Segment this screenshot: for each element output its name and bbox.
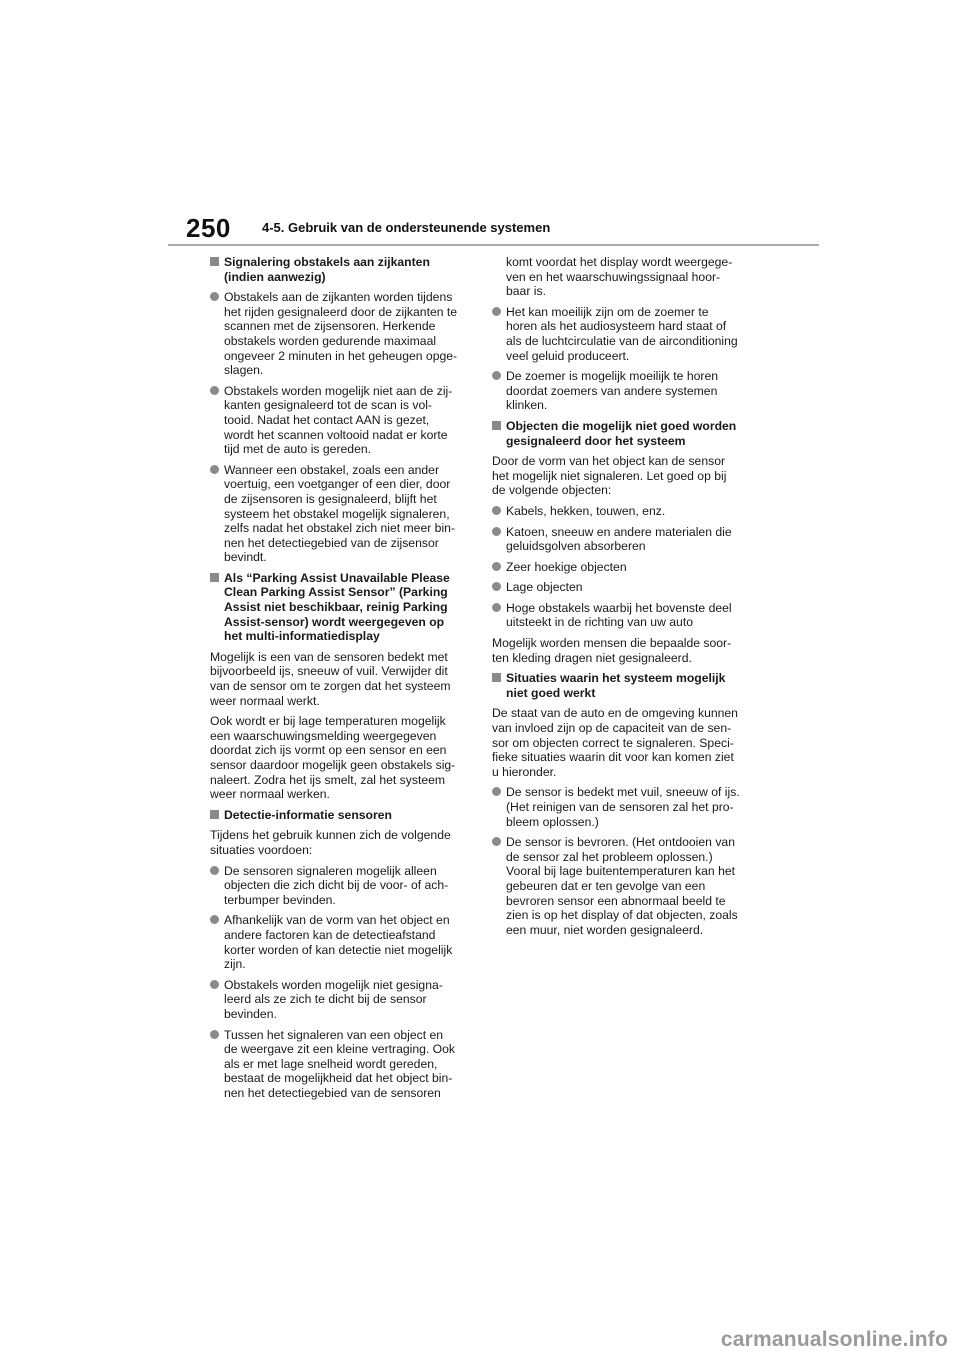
bullet-item — [492, 560, 752, 575]
text-line: nen het detectiegebied van de zijsensor — [224, 535, 439, 550]
text-line: Wanneer een obstakel, zoals een ander — [224, 462, 440, 477]
text-line: tooid. Nadat het contact AAN is gezet, — [224, 412, 430, 427]
square-bullet-icon — [492, 421, 501, 430]
text-line: Detectie-informatie sensoren — [224, 807, 392, 822]
bullet-item — [210, 463, 468, 565]
text-line: fieke situaties waarin dit voor kan komen ziet — [492, 750, 734, 765]
section-heading — [210, 808, 468, 823]
text-line: De staat van de auto en de omgeving kunnen — [492, 706, 738, 721]
section-heading — [492, 419, 752, 448]
text-line: systeem het obstakel mogelijk signaleren, — [224, 506, 450, 521]
paragraph — [210, 828, 468, 857]
text-line: situaties voordoen: — [210, 842, 313, 857]
square-bullet-icon — [210, 573, 219, 582]
bullet-item — [492, 580, 752, 595]
text-line: de volgende objecten: — [492, 483, 612, 498]
text-line: Mogelijk is een van de sensoren bedekt met — [210, 649, 448, 664]
circle-bullet-icon — [210, 866, 219, 875]
text-line: wordt het scannen voltooid nadat er korte — [224, 427, 448, 442]
text-line: leerd als ze zich te dicht bij de sensor — [224, 992, 427, 1007]
circle-bullet-icon — [492, 787, 501, 796]
text-line: naleert. Zodra het ijs smelt, zal het systeem — [210, 772, 446, 787]
text-line: Door de vorm van het object kan de sensor — [492, 454, 726, 469]
circle-bullet-icon — [492, 837, 501, 846]
section-heading — [492, 671, 752, 700]
text-line: Objecten die mogelijk niet goed worden — [506, 418, 737, 433]
paragraph — [492, 454, 752, 498]
section-heading — [210, 255, 468, 284]
page-number: 250 — [186, 213, 231, 243]
text-line: tijd met de auto is gereden. — [224, 442, 372, 457]
text-line: Ook wordt er bij lage temperaturen mogelijk — [210, 714, 446, 729]
text-line: sor om objecten correct te signaleren. Speci- — [492, 735, 734, 750]
circle-bullet-icon — [210, 980, 219, 989]
text-line: baar is. — [506, 284, 546, 299]
text-line: andere factoren kan de detectieafstand — [224, 927, 436, 942]
bullet-item — [492, 525, 752, 554]
circle-bullet-icon — [210, 292, 219, 301]
text-line: bevroren sensor een abnormaal beeld te — [506, 893, 726, 908]
text-line: uitsteekt in de richting van uw auto — [506, 615, 693, 630]
text-line: van invloed zijn op de capaciteit van de sen- — [492, 721, 732, 736]
circle-bullet-icon — [492, 562, 501, 571]
text-line: klinken. — [506, 398, 548, 413]
text-line: (Het reinigen van de sensoren zal het pro- — [506, 800, 734, 814]
bullet-item — [492, 835, 752, 937]
bullet-item — [492, 305, 752, 363]
text-line: Obstakels worden mogelijk niet aan de zij- — [224, 383, 453, 398]
text-line: weer normaal werken. — [210, 787, 330, 802]
text-line: doordat zich ijs vormt op een sensor en een — [210, 743, 447, 758]
text-line: Hoge obstakels waarbij het bovenste deel — [506, 600, 732, 615]
text-line: Mogelijk worden mensen die bepaalde soor- — [492, 636, 732, 651]
text-line: kanten gesignaleerd tot de scan is vol- — [224, 398, 432, 413]
watermark: carmanualsonline.info — [720, 1328, 948, 1351]
text-line: ten kleding dragen niet gesignaleerd. — [492, 650, 692, 665]
bullet-item — [492, 785, 752, 829]
text-line: bevindt. — [224, 550, 267, 565]
text-line: zijn. — [224, 957, 246, 972]
text-line: als er met lage snelheid wordt gereden, — [224, 1056, 438, 1071]
text-line: komt voordat het display wordt weergege- — [506, 255, 733, 269]
text-line: het rijden gesignaleerd door de zijkanten te — [224, 304, 458, 319]
text-line: Assist niet beschikbaar, reinig Parking — [224, 600, 448, 615]
text-line: Als “Parking Assist Unavailable Please — [224, 570, 450, 585]
text-line: Vooral bij lage buitentemperaturen kan het — [506, 864, 736, 879]
text-line: Situaties waarin het systeem mogelijk — [506, 671, 726, 686]
text-line: doordat zoemers van andere systemen — [506, 383, 718, 398]
text-line: de sensor zal het probleem oplossen.) — [506, 849, 713, 864]
text-line: bleem oplossen.) — [506, 814, 599, 829]
text-line: een waarschuwingsmelding weergegeven — [210, 728, 437, 743]
text-line: geluidsgolven absorberen — [506, 539, 646, 554]
text-line: Afhankelijk van de vorm van het object en — [224, 913, 450, 928]
circle-bullet-icon — [210, 386, 219, 395]
bullet-item — [492, 504, 752, 519]
text-line: terbumper bevinden. — [224, 892, 336, 907]
text-line: scannen met de zijsensoren. Herkende — [224, 319, 436, 334]
square-bullet-icon — [210, 810, 219, 819]
circle-bullet-icon — [492, 371, 501, 380]
paragraph — [210, 650, 468, 708]
text-line: gesignaleerd door het systeem — [506, 433, 686, 448]
text-line: sensor daardoor mogelijk geen obstakels sig- — [210, 758, 456, 772]
text-line: voertuig, een voetganger of een dier, door — [224, 477, 451, 492]
text-line: niet goed werkt — [506, 685, 596, 700]
text-line: Het kan moeilijk zijn om de zoemer te — [506, 304, 709, 319]
circle-bullet-icon — [492, 582, 501, 591]
text-line: Zeer hoekige objecten — [506, 559, 627, 574]
text-line: als de luchtcirculatie van de airconditioning — [506, 333, 738, 348]
text-line: het multi-informatiedisplay — [224, 629, 380, 644]
text-line: u hieronder. — [492, 764, 557, 779]
text-line: Obstakels aan de zijkanten worden tijdens — [224, 290, 453, 305]
text-line: De zoemer is mogelijk moeilijk te horen — [506, 369, 719, 384]
text-line: slagen. — [224, 363, 264, 378]
text-line: ongeveer 2 minuten in het geheugen opge- — [224, 348, 458, 363]
text-line: horen als het audiosysteem hard staat of — [506, 319, 727, 334]
text-line: de weergave zit een kleine vertraging. Ook — [224, 1042, 456, 1057]
bullet-item — [210, 978, 468, 1022]
right-column — [492, 255, 752, 943]
section-title: 4-5. Gebruik van de ondersteunende systemen — [262, 220, 551, 235]
bullet-item — [492, 601, 752, 630]
text-line: (indien aanwezig) — [224, 269, 326, 284]
text-line: objecten die zich dicht bij de voor- of ach- — [224, 878, 449, 893]
text-line: obstakels worden gedurende maximaal — [224, 333, 437, 348]
page-header — [0, 0, 960, 250]
square-bullet-icon — [492, 673, 501, 682]
bullet-item — [492, 369, 752, 413]
circle-bullet-icon — [210, 465, 219, 474]
text-line: veel geluid produceert. — [506, 348, 630, 363]
bullet-item — [210, 384, 468, 457]
bullet-item — [210, 1028, 468, 1101]
text-line: van de sensor om te zorgen dat het systeem — [210, 679, 451, 694]
text-line: Signalering obstakels aan zijkanten — [224, 255, 430, 269]
section-heading — [210, 571, 468, 644]
text-line: Katoen, sneeuw en andere materialen die — [506, 524, 732, 539]
text-line: een muur, niet worden gesignaleerd. — [506, 922, 704, 937]
left-column — [210, 255, 468, 1106]
bullet-item — [210, 290, 468, 378]
circle-bullet-icon — [210, 915, 219, 924]
circle-bullet-icon — [492, 603, 501, 612]
text-line: het mogelijk niet signaleren. Let goed op bij — [492, 468, 727, 483]
text-line: bevinden. — [224, 1006, 277, 1021]
text-line: bestaat de mogelijkheid dat het object bin- — [224, 1071, 453, 1086]
text-line: korter worden of kan detectie niet mogelijk — [224, 942, 453, 957]
text-line: Tussen het signaleren van een object en — [224, 1027, 444, 1042]
text-line: bijvoorbeeld ijs, sneeuw of vuil. Verwijder dit — [210, 664, 448, 679]
paragraph — [492, 636, 752, 665]
circle-bullet-icon — [492, 307, 501, 316]
text-line: Obstakels worden mogelijk niet gesigna- — [224, 977, 443, 992]
text-line: zien is op het display of dat objecten, zoals — [506, 908, 738, 923]
text-line: Tijdens het gebruik kunnen zich de volgende — [210, 828, 451, 843]
text-line: De sensor is bevroren. (Het ontdooien van — [506, 835, 735, 850]
square-bullet-icon — [210, 257, 219, 266]
text-line: Clean Parking Assist Sensor” (Parking — [224, 585, 448, 600]
text-line: de zijsensoren is gesignaleerd, blijft het — [224, 491, 437, 506]
text-line: gebeuren dat er ten gevolge van een — [506, 878, 706, 893]
text-line: De sensoren signaleren mogelijk alleen — [224, 863, 437, 878]
bullet-item — [210, 913, 468, 971]
circle-bullet-icon — [210, 1030, 219, 1039]
text-line: nen het detectiegebied van de sensoren — [224, 1085, 441, 1100]
text-line: Assist-sensor) wordt weergegeven op — [224, 614, 445, 629]
paragraph — [492, 706, 752, 779]
bullet-item — [210, 864, 468, 908]
text-line: Lage objecten — [506, 580, 583, 595]
paragraph — [210, 714, 468, 802]
text-line: De sensor is bedekt met vuil, sneeuw of ijs. — [506, 785, 740, 800]
text-line: Kabels, hekken, touwen, enz. — [506, 503, 666, 518]
text-line: weer normaal werkt. — [210, 693, 320, 708]
circle-bullet-icon — [492, 506, 501, 515]
circle-bullet-icon — [492, 527, 501, 536]
bullet-continuation — [492, 255, 752, 299]
text-line: ven en het waarschuwingssignaal hoor- — [506, 269, 721, 284]
header-divider — [168, 244, 819, 246]
text-line: zelfs nadat het obstakel zich niet meer bin- — [224, 521, 456, 536]
